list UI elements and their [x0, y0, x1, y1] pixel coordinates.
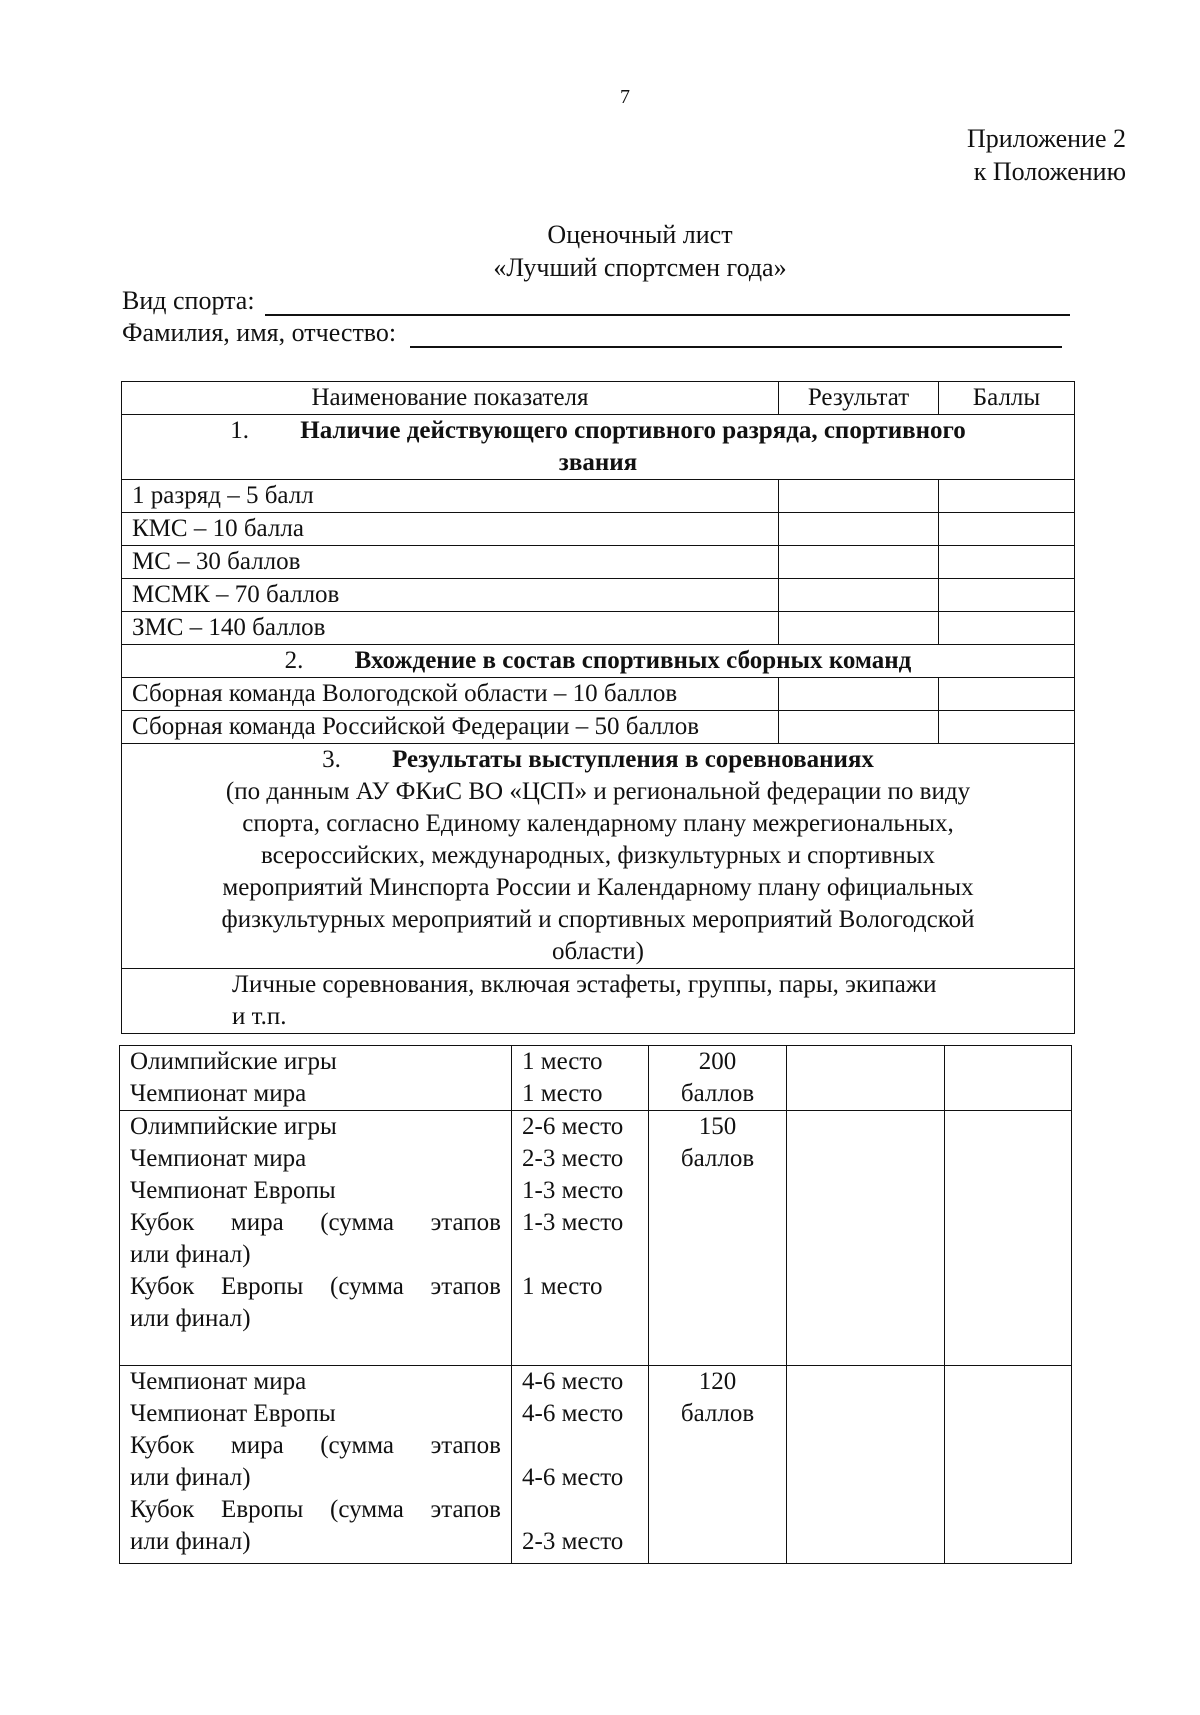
- place: 1-3 место: [522, 1209, 624, 1236]
- table-row: [122, 579, 1075, 612]
- event-name: Кубок Европы (сумма этапов: [130, 1496, 501, 1523]
- points-number: 150: [698, 1113, 737, 1140]
- event-name: Чемпионат мира: [130, 1368, 307, 1395]
- section-3-title-row: [122, 744, 1075, 969]
- section-1-number: 1.: [230, 417, 250, 444]
- header-result: Результат: [779, 382, 939, 415]
- result-cell[interactable]: [779, 513, 939, 546]
- place: 1 место: [522, 1080, 603, 1107]
- event-name: или финал): [130, 1241, 251, 1268]
- event-name: Кубок мира (сумма этапов: [130, 1209, 501, 1236]
- points-value-cell: [649, 1366, 787, 1564]
- points-number: 200: [698, 1048, 737, 1075]
- section-3-desc-line: физкультурных мероприятий и спортивных мероприятий Вологодской: [221, 906, 975, 933]
- table-header-row: [122, 382, 1075, 415]
- appendix-note: [967, 122, 1126, 188]
- points-cell[interactable]: [939, 579, 1075, 612]
- rank-label: ЗМС – 140 баллов: [122, 612, 779, 645]
- page-number: 7: [620, 86, 630, 108]
- events-cell: [120, 1111, 512, 1366]
- result-cell[interactable]: [779, 480, 939, 513]
- section-1-title-cont: звания: [558, 449, 638, 476]
- place: 4-6 место: [522, 1400, 624, 1427]
- header-points: Баллы: [939, 382, 1075, 415]
- sport-blank-line[interactable]: [265, 288, 1070, 316]
- section-1-title: Наличие действующего спортивного разряда, спортивного: [300, 417, 966, 444]
- place: 4-6 место: [522, 1368, 624, 1395]
- points-cell[interactable]: [939, 711, 1075, 744]
- document-title: [0, 218, 1200, 284]
- event-name: Чемпионат мира: [130, 1145, 307, 1172]
- result-cell[interactable]: [787, 1111, 945, 1366]
- rank-label: 1 разряд – 5 балл: [122, 480, 779, 513]
- rank-label: МС – 30 баллов: [122, 546, 779, 579]
- sport-field: [122, 282, 1070, 316]
- table-row: [120, 1111, 1072, 1366]
- competitions-table: [119, 1045, 1072, 1564]
- place: 1-3 место: [522, 1177, 624, 1204]
- place: 1 место: [522, 1273, 603, 1300]
- points-unit: баллов: [680, 1145, 755, 1172]
- event-name: или финал): [130, 1305, 251, 1332]
- result-cell[interactable]: [779, 678, 939, 711]
- title-line-2: «Лучший спортсмен года»: [493, 253, 787, 282]
- event-name: Кубок Европы (сумма этапов: [130, 1273, 501, 1300]
- place: 2-3 место: [522, 1528, 624, 1555]
- points-cell[interactable]: [939, 546, 1075, 579]
- points-number: 120: [698, 1368, 737, 1395]
- event-name: Олимпийские игры: [130, 1048, 337, 1075]
- table-row: [122, 612, 1075, 645]
- section-3-desc-line: мероприятий Минспорта России и Календарному плану официальных: [222, 874, 974, 901]
- event-name: Чемпионат мира: [130, 1080, 307, 1107]
- result-cell[interactable]: [787, 1366, 945, 1564]
- table-row: [122, 546, 1075, 579]
- rank-label: МСМК – 70 баллов: [122, 579, 779, 612]
- points-value-cell: [649, 1111, 787, 1366]
- title-line-1: Оценочный лист: [547, 220, 733, 249]
- result-cell[interactable]: [779, 579, 939, 612]
- points-cell[interactable]: [939, 480, 1075, 513]
- table-row: [122, 480, 1075, 513]
- result-cell[interactable]: [779, 711, 939, 744]
- appendix-line-1: Приложение 2: [966, 124, 1126, 153]
- section-3-desc-line: (по данным АУ ФКиС ВО «ЦСП» и региональной федерации по виду: [225, 778, 971, 805]
- section-3-number: 3.: [322, 746, 341, 773]
- places-cell: [512, 1046, 649, 1111]
- events-cell: [120, 1366, 512, 1564]
- points-cell[interactable]: [945, 1111, 1072, 1366]
- place: 4-6 место: [522, 1464, 624, 1491]
- place: 1 место: [522, 1048, 603, 1075]
- result-cell[interactable]: [787, 1046, 945, 1111]
- place: 2-6 место: [522, 1113, 624, 1140]
- points-cell[interactable]: [945, 1046, 1072, 1111]
- points-value-cell: [649, 1046, 787, 1111]
- section-2-title: Вхождение в состав спортивных сборных команд: [354, 647, 912, 674]
- places-cell: [512, 1366, 649, 1564]
- team-label: Сборная команда Российской Федерации – 50 баллов: [122, 711, 779, 744]
- event-name: Чемпионат Европы: [130, 1177, 336, 1204]
- fio-field: [122, 314, 1062, 348]
- event-name: или финал): [130, 1528, 251, 1555]
- subheader-line-1: Личные соревнования, включая эстафеты, группы, пары, экипажи: [232, 971, 937, 998]
- places-cell: [512, 1111, 649, 1366]
- points-cell[interactable]: [939, 612, 1075, 645]
- points-unit: баллов: [680, 1400, 755, 1427]
- section-3-desc-line: спорта, согласно Единому календарному плану межрегиональных,: [242, 810, 954, 837]
- section-2-number: 2.: [284, 647, 304, 674]
- fio-label: Фамилия, имя, отчество:: [122, 318, 397, 347]
- subheader-line-2: и т.п.: [232, 1003, 287, 1030]
- table-row: [122, 678, 1075, 711]
- section-3-subheader-row: [122, 969, 1075, 1034]
- section-1-title-row: [122, 415, 1075, 480]
- section-3-title: Результаты выступления в соревнованиях: [392, 746, 874, 773]
- table-row: [120, 1046, 1072, 1111]
- points-cell[interactable]: [945, 1366, 1072, 1564]
- table-row: [122, 513, 1075, 546]
- events-cell: [120, 1046, 512, 1111]
- sport-label: Вид спорта:: [122, 286, 255, 315]
- result-cell[interactable]: [779, 546, 939, 579]
- table-row: [120, 1366, 1072, 1564]
- points-cell[interactable]: [939, 513, 1075, 546]
- place: 2-3 место: [522, 1145, 624, 1172]
- points-cell[interactable]: [939, 678, 1075, 711]
- event-name: или финал): [130, 1464, 251, 1491]
- evaluation-table: [121, 381, 1075, 1034]
- team-label: Сборная команда Вологодской области – 10 баллов: [122, 678, 779, 711]
- section-3-desc-line: области): [552, 938, 644, 965]
- event-name: Олимпийские игры: [130, 1113, 337, 1140]
- header-name: Наименование показателя: [122, 382, 779, 415]
- event-name: Кубок мира (сумма этапов: [130, 1432, 501, 1459]
- section-2-title-row: [122, 645, 1075, 678]
- section-3-desc-line: всероссийских, международных, физкультурных и спортивных: [260, 842, 936, 869]
- points-unit: баллов: [680, 1080, 755, 1107]
- result-cell[interactable]: [779, 612, 939, 645]
- table-row: [122, 711, 1075, 744]
- appendix-line-2: к Положению: [973, 157, 1126, 186]
- fio-blank-line[interactable]: [410, 320, 1062, 348]
- rank-label: КМС – 10 балла: [122, 513, 779, 546]
- event-name: Чемпионат Европы: [130, 1400, 336, 1427]
